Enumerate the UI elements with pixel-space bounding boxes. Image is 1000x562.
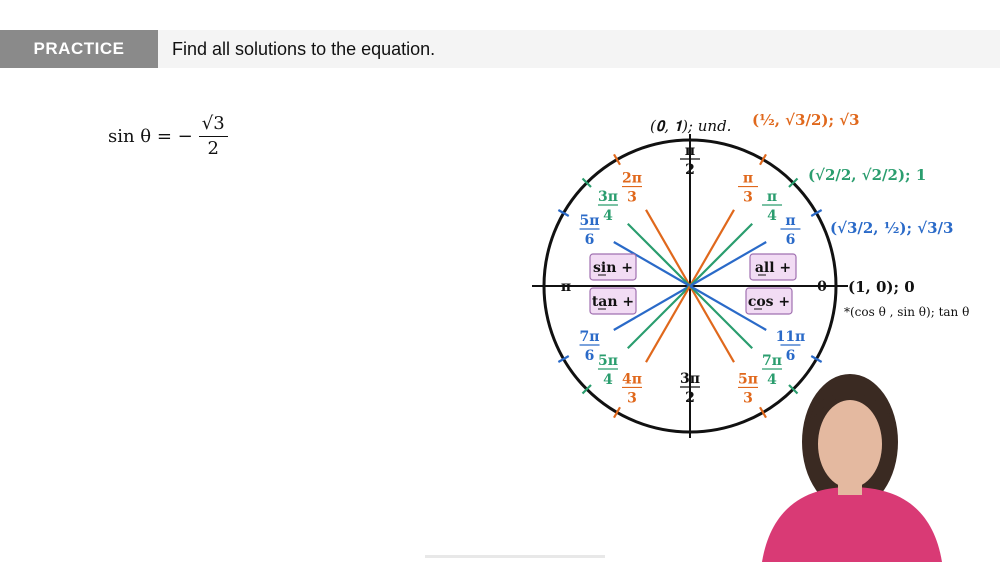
angle-label-num-3: π	[785, 213, 796, 229]
angle-label-15: 0	[817, 279, 827, 295]
angle-label-num-0: π	[684, 143, 696, 159]
angle-label-num-1: π	[742, 170, 754, 187]
angle-label-num-14: 11π	[775, 329, 806, 345]
angle-label-den-9: 4	[603, 372, 613, 389]
angle-label-den-12: 3	[743, 390, 753, 407]
presenter-avatar-icon	[752, 362, 950, 562]
angle-label-den-13: 4	[767, 372, 777, 389]
angle-label-num-10: 4π	[622, 371, 642, 388]
angle-label-den-0: 2	[685, 162, 695, 178]
practice-badge: PRACTICE	[0, 30, 158, 68]
presenter-video	[752, 362, 950, 562]
quadrant-label-q1: all +	[754, 260, 792, 276]
coord-top: (𝟎, 𝟏); und.	[650, 117, 732, 135]
video-progress-strip	[425, 555, 605, 558]
coord-30deg: (√3/2, ½); √3/3	[830, 219, 954, 237]
angle-label-num-12: 5π	[738, 371, 758, 388]
angle-label-num-8: 7π	[579, 329, 600, 345]
angle-label-den-8: 6	[584, 348, 595, 364]
angle-label-den-5: 4	[603, 207, 613, 224]
angle-label-den-3: 6	[785, 232, 796, 248]
angle-label-num-6: 5π	[579, 213, 600, 229]
angle-label-7: π	[560, 279, 572, 295]
angle-label-den-4: 3	[627, 189, 637, 206]
equation-denominator: 2	[207, 137, 219, 159]
quadrant-label-q4: cos +	[747, 294, 791, 310]
coord-0deg: (𝟏, 𝟎); 𝟎	[848, 278, 915, 296]
angle-label-num-9: 5π	[597, 353, 618, 370]
angle-label-den-11: 2	[685, 390, 695, 406]
angle-label-num-4: 2π	[622, 170, 642, 187]
quadrant-label-q2: sin +	[593, 260, 633, 276]
coord-60deg: (½, √3/2); √3	[752, 111, 860, 129]
instruction-text: Find all solutions to the equation.	[172, 38, 436, 59]
equation-lhs: sin θ = −	[108, 125, 193, 147]
angle-label-den-14: 6	[785, 348, 796, 364]
equation-numerator: √3	[199, 115, 228, 137]
angle-label-den-2: 4	[767, 207, 777, 224]
angle-label-den-6: 6	[584, 232, 595, 248]
angle-label-num-11: 3π	[680, 371, 700, 387]
angle-label-num-13: 7π	[762, 353, 783, 370]
equation	[108, 108, 228, 164]
quadrant-label-q3: tan +	[591, 294, 635, 310]
angle-label-den-10: 3	[627, 390, 637, 407]
equation-fraction	[199, 112, 228, 159]
angle-label-num-5: 3π	[597, 188, 618, 205]
angle-label-den-1: 3	[743, 189, 753, 206]
coord-note: *(cos θ , sin θ); tan θ	[844, 305, 970, 319]
coord-45deg: (√2/2, √2/2); 1	[808, 166, 927, 184]
angle-label-num-2: π	[766, 188, 778, 205]
